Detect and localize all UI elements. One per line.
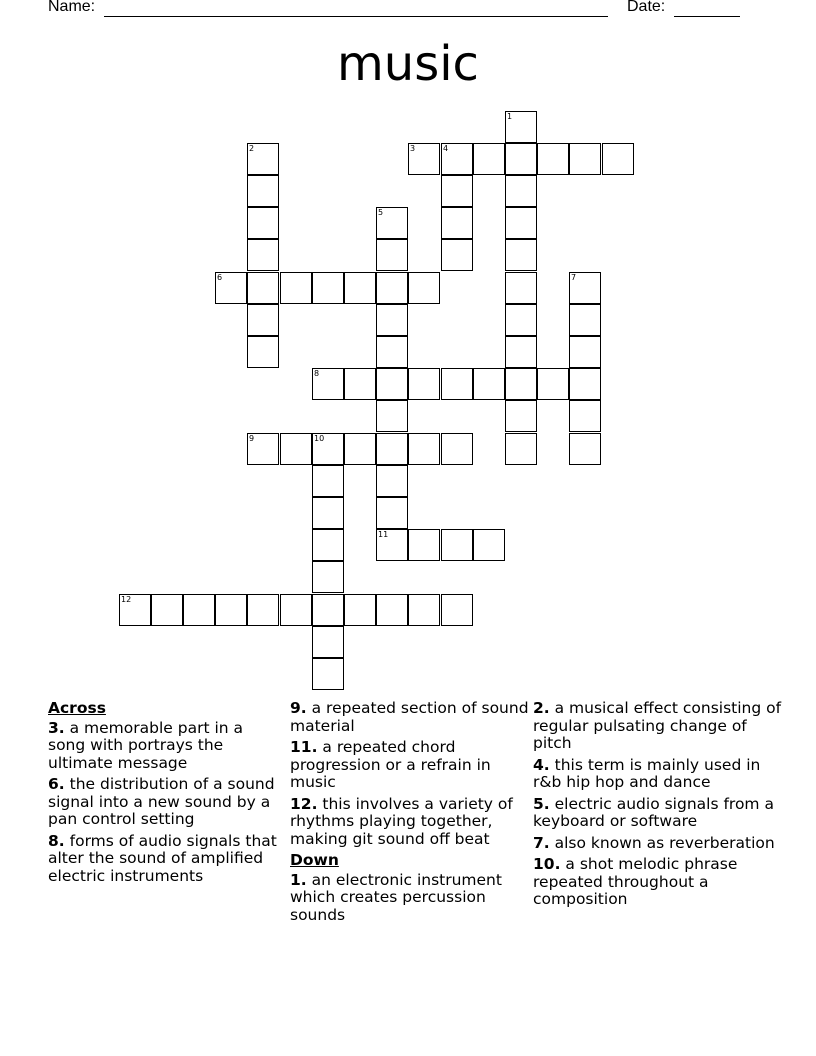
clue-number: 10.: [533, 855, 561, 873]
cell-number: 11: [378, 530, 389, 539]
crossword-cell[interactable]: [505, 272, 537, 304]
crossword-cell[interactable]: [312, 529, 344, 561]
clue-down-1: [290, 872, 530, 925]
clue-across-12: [290, 796, 530, 849]
name-blank-line: [104, 16, 608, 17]
crossword-cell[interactable]: [408, 143, 440, 175]
cell-number: 6: [217, 273, 223, 282]
cell-number: 8: [314, 369, 320, 378]
crossword-cell[interactable]: [569, 272, 601, 304]
crossword-cell[interactable]: [441, 529, 473, 561]
cell-number: 5: [378, 208, 384, 217]
crossword-cell[interactable]: [376, 433, 408, 465]
crossword-cell[interactable]: [441, 433, 473, 465]
crossword-cell[interactable]: [537, 143, 569, 175]
crossword-cell[interactable]: [344, 594, 376, 626]
crossword-cell[interactable]: [569, 400, 601, 432]
clue-number: 8.: [48, 831, 65, 850]
crossword-cell[interactable]: [376, 529, 408, 561]
clue-number: 1.: [290, 870, 307, 889]
clue-number: 9.: [290, 699, 307, 717]
clue-text: forms of audio signals that alter the sound of amplified electric instruments: [48, 831, 277, 885]
cell-number: 4: [443, 144, 449, 153]
crossword-cell[interactable]: [312, 594, 344, 626]
crossword-cell[interactable]: [247, 239, 279, 271]
crossword-cell[interactable]: [376, 368, 408, 400]
clue-down-2: [533, 700, 783, 753]
crossword-cell[interactable]: [441, 594, 473, 626]
crossword-cell[interactable]: [473, 368, 505, 400]
crossword-cell[interactable]: [344, 272, 376, 304]
crossword-cell[interactable]: [408, 368, 440, 400]
crossword-cell[interactable]: [247, 207, 279, 239]
clues-column-1: [48, 700, 278, 889]
clue-number: 5.: [533, 794, 550, 813]
clue-text: an electronic instrument which creates percussion sounds: [290, 870, 502, 924]
clue-down-10: [533, 856, 783, 909]
cell-number: 10: [314, 434, 325, 443]
crossword-cell[interactable]: [376, 304, 408, 336]
crossword-cell[interactable]: [376, 336, 408, 368]
clue-text: a memorable part in a song with portrays the ultimate message: [48, 718, 244, 772]
crossword-cell[interactable]: [602, 143, 634, 175]
clue-across-6: [48, 776, 278, 829]
crossword-cell[interactable]: [312, 433, 344, 465]
crossword-cell[interactable]: [247, 433, 279, 465]
crossword-cell[interactable]: [376, 400, 408, 432]
clue-down-7: [533, 835, 783, 853]
crossword-cell[interactable]: [312, 368, 344, 400]
crossword-cell[interactable]: [376, 272, 408, 304]
crossword-cell[interactable]: [247, 143, 279, 175]
clue-text: this involves a variety of rhythms playing together, making git sound off beat: [290, 794, 513, 848]
clue-text: this term is mainly used in r&b hip hop and dance: [533, 755, 761, 791]
crossword-cell[interactable]: [441, 368, 473, 400]
crossword-cell[interactable]: [344, 368, 376, 400]
worksheet-header: [0, 0, 816, 24]
clue-number: 6.: [48, 775, 65, 793]
crossword-cell[interactable]: [312, 465, 344, 497]
cell-number: 9: [249, 434, 255, 443]
crossword-cell[interactable]: [376, 465, 408, 497]
crossword-cell[interactable]: [569, 304, 601, 336]
crossword-cell[interactable]: [151, 594, 183, 626]
clues-column-2: [290, 700, 530, 928]
crossword-cell[interactable]: [505, 304, 537, 336]
clue-number: 11.: [290, 738, 318, 756]
crossword-cell[interactable]: [215, 272, 247, 304]
crossword-cell[interactable]: [376, 207, 408, 239]
crossword-cell[interactable]: [247, 336, 279, 368]
clue-number: 4.: [533, 755, 550, 774]
crossword-cell[interactable]: [441, 175, 473, 207]
cell-number: 2: [249, 144, 255, 153]
cell-number: 7: [571, 273, 577, 282]
crossword-cell[interactable]: [473, 143, 505, 175]
crossword-cell[interactable]: [312, 497, 344, 529]
crossword-cell[interactable]: [441, 207, 473, 239]
crossword-cell[interactable]: [247, 594, 279, 626]
clue-number: 12.: [290, 794, 318, 813]
name-label: Name:: [48, 0, 96, 15]
down-heading: Down: [290, 851, 339, 869]
crossword-cell[interactable]: [376, 497, 408, 529]
crossword-cell[interactable]: [119, 594, 151, 626]
crossword-cell[interactable]: [505, 111, 537, 143]
crossword-cell[interactable]: [537, 368, 569, 400]
clue-text: a repeated section of sound material: [290, 699, 529, 735]
crossword-cell[interactable]: [505, 336, 537, 368]
crossword-cell[interactable]: [569, 143, 601, 175]
crossword-cell[interactable]: [569, 336, 601, 368]
crossword-cell[interactable]: [247, 175, 279, 207]
crossword-cell[interactable]: [280, 272, 312, 304]
clue-number: 2.: [533, 699, 550, 717]
cell-number: 3: [410, 144, 416, 153]
clues-column-3: [533, 700, 783, 913]
clue-text: the distribution of a sound signal into a new sound by a pan control setting: [48, 775, 275, 828]
crossword-cell[interactable]: [344, 433, 376, 465]
crossword-cell[interactable]: [505, 400, 537, 432]
crossword-cell[interactable]: [505, 143, 537, 175]
clue-across-8: [48, 833, 278, 886]
crossword-cell[interactable]: [376, 594, 408, 626]
clue-down-5: [533, 796, 783, 831]
crossword-cell[interactable]: [441, 143, 473, 175]
clue-across-9: [290, 700, 530, 735]
clue-across-11: [290, 739, 530, 792]
crossword-cell[interactable]: [408, 594, 440, 626]
crossword-cell[interactable]: [505, 368, 537, 400]
crossword-cell[interactable]: [441, 239, 473, 271]
cell-number: 1: [507, 112, 513, 121]
clue-across-3: [48, 720, 278, 773]
crossword-cell[interactable]: [247, 272, 279, 304]
crossword-cell[interactable]: [280, 594, 312, 626]
crossword-cell[interactable]: [505, 175, 537, 207]
crossword-cell[interactable]: [505, 239, 537, 271]
crossword-cell[interactable]: [376, 239, 408, 271]
crossword-cell[interactable]: [215, 594, 247, 626]
crossword-cell[interactable]: [312, 658, 344, 690]
crossword-cell[interactable]: [408, 272, 440, 304]
crossword-cell[interactable]: [569, 433, 601, 465]
clue-down-4: [533, 757, 783, 792]
clue-text: a repeated chord progression or a refrain in music: [290, 738, 491, 791]
crossword-cell[interactable]: [183, 594, 215, 626]
crossword-cell[interactable]: [569, 368, 601, 400]
crossword-cell[interactable]: [505, 207, 537, 239]
across-heading: Across: [48, 699, 106, 717]
clue-text: also known as reverberation: [554, 833, 775, 852]
crossword-cell[interactable]: [505, 433, 537, 465]
crossword-cell[interactable]: [473, 529, 505, 561]
crossword-cell[interactable]: [247, 304, 279, 336]
date-blank-line: [674, 16, 740, 17]
date-label: Date:: [627, 0, 666, 15]
clue-number: 7.: [533, 833, 550, 852]
crossword-cell[interactable]: [312, 561, 344, 593]
clue-text: electric audio signals from a keyboard or software: [533, 794, 774, 830]
crossword-cell[interactable]: [280, 433, 312, 465]
clue-number: 3.: [48, 718, 65, 737]
cell-number: 12: [121, 595, 132, 604]
crossword-cell[interactable]: [408, 433, 440, 465]
crossword-cell[interactable]: [312, 626, 344, 658]
crossword-cell[interactable]: [408, 529, 440, 561]
page-title: music: [337, 36, 479, 92]
clue-text: a shot melodic phrase repeated throughout a composition: [533, 855, 738, 908]
clue-text: a musical effect consisting of regular pulsating change of pitch: [533, 699, 782, 752]
crossword-cell[interactable]: [312, 272, 344, 304]
